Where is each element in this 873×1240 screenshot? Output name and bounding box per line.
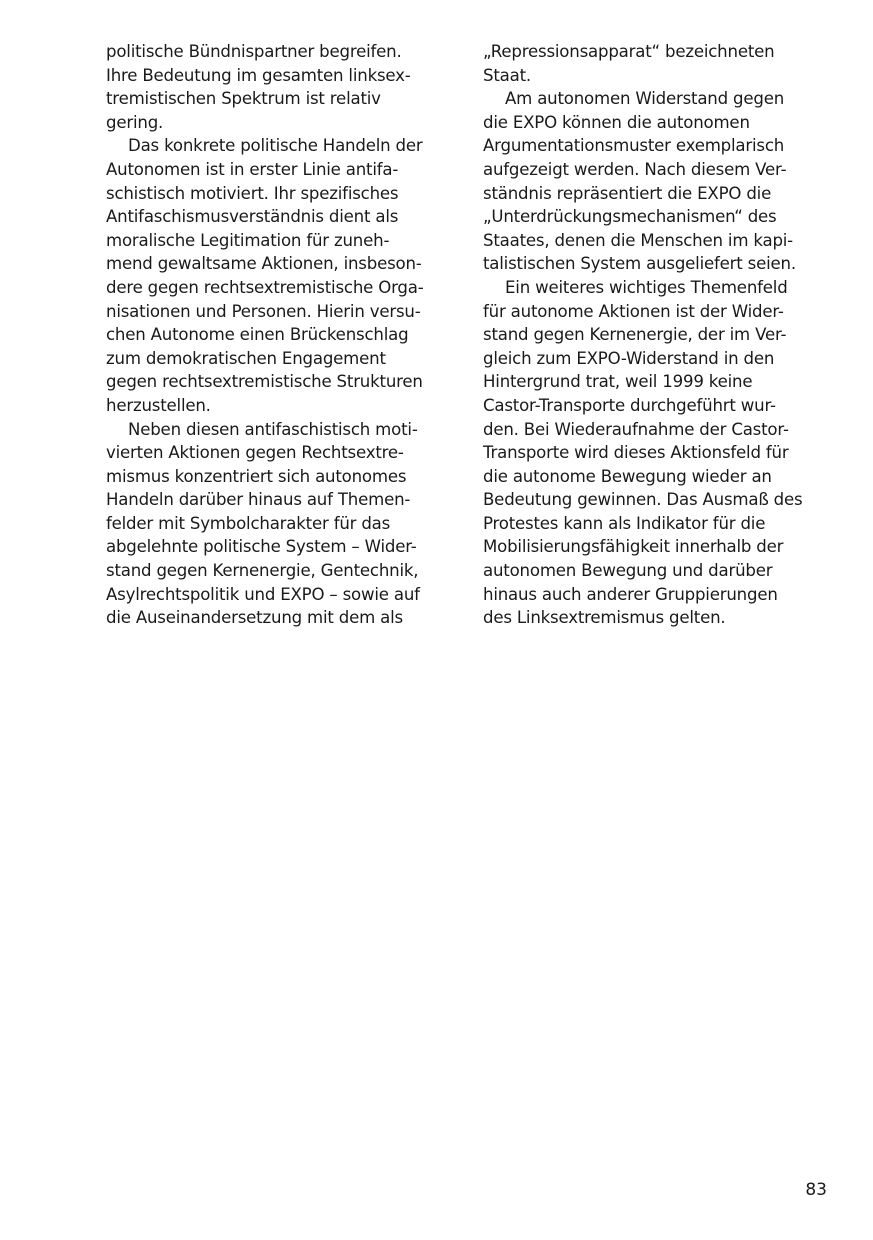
text-line: autonomen Bewegung und darüber: [483, 561, 773, 581]
text-line: Neben diesen antifaschistisch moti-: [128, 419, 418, 439]
text-line: mismus konzentriert sich autonomes: [106, 466, 407, 486]
text-line: gleich zum EXPO-Widerstand in den: [483, 348, 775, 368]
text-line: des Linksextremismus gelten.: [483, 608, 726, 628]
text-line: politische Bündnispartner begreifen.: [106, 42, 402, 61]
text-line: ständnis repräsentiert die EXPO die: [483, 183, 772, 203]
text-line: tremistischen Spektrum ist relativ: [106, 89, 381, 109]
left-text-column: [106, 40, 456, 630]
text-line: vierten Aktionen gegen Rechtsextre-: [106, 443, 404, 463]
text-line: mend gewaltsame Aktionen, insbeson-: [106, 254, 422, 274]
text-line: Staat.: [483, 65, 531, 85]
page-number: 83: [805, 1180, 827, 1200]
text-line: felder mit Symbolcharakter für das: [106, 513, 391, 533]
text-line: für autonome Aktionen ist der Wider-: [483, 301, 784, 321]
text-line: talistischen System ausgeliefert seien.: [483, 254, 796, 274]
text-line: den. Bei Wiederaufnahme der Castor-: [483, 419, 789, 439]
text-line: Argumentationsmuster exemplarisch: [483, 136, 785, 156]
text-line: Das konkrete politische Handeln der: [128, 136, 423, 156]
text-line: „Unterdrückungsmechanismen“ des: [483, 207, 777, 227]
text-line: Autonomen ist in erster Linie antifa-: [106, 159, 399, 179]
text-line: die Auseinandersetzung mit dem als: [106, 608, 404, 628]
text-line: Bedeutung gewinnen. Das Ausmaß des: [483, 490, 803, 510]
text-line: Staates, denen die Menschen im kapi-: [483, 230, 793, 250]
text-line: Handeln darüber hinaus auf Themen-: [106, 490, 411, 510]
text-line: Ein weiteres wichtiges Themenfeld: [505, 277, 788, 297]
text-line: moralische Legitimation für zuneh-: [106, 230, 390, 250]
text-line: aufgezeigt werden. Nach diesem Ver-: [483, 159, 787, 179]
text-line: zum demokratischen Engagement: [106, 348, 386, 368]
text-line: dere gegen rechtsextremistische Orga-: [106, 277, 424, 297]
text-line: Antifaschismusverständnis dient als: [106, 207, 399, 227]
text-line: Hintergrund trat, weil 1999 keine: [483, 372, 753, 392]
text-line: schistisch motiviert. Ihr spezifisches: [106, 183, 399, 203]
text-line: Castor-Transporte durchgeführt wur-: [483, 395, 776, 415]
text-line: gegen rechtsextremistische Strukturen: [106, 372, 423, 392]
text-line: Ihre Bedeutung im gesamten linksex-: [106, 65, 411, 85]
text-line: Asylrechtspolitik und EXPO – sowie auf: [106, 584, 420, 604]
text-line: herzustellen.: [106, 395, 211, 415]
text-line: Mobilisierungsfähigkeit innerhalb der: [483, 537, 784, 557]
text-line: nisationen und Personen. Hierin versu-: [106, 301, 421, 321]
text-line: hinaus auch anderer Gruppierungen: [483, 584, 778, 604]
text-line: abgelehnte politische System – Wider-: [106, 537, 417, 557]
text-line: chen Autonome einen Brückenschlag: [106, 325, 409, 345]
text-line: Transporte wird dieses Aktionsfeld für: [483, 443, 789, 463]
text-line: gering.: [106, 112, 164, 132]
text-line: Protestes kann als Indikator für die: [483, 513, 766, 533]
text-line: stand gegen Kernenergie, der im Ver-: [483, 325, 787, 345]
text-line: stand gegen Kernenergie, Gentechnik,: [106, 561, 419, 581]
text-line: die EXPO können die autonomen: [483, 112, 750, 132]
text-line: die autonome Bewegung wieder an: [483, 466, 772, 486]
text-line: „Repressionsapparat“ bezeichneten: [483, 42, 775, 61]
text-line: Am autonomen Widerstand gegen: [505, 89, 785, 109]
right-text-column: [483, 40, 833, 630]
